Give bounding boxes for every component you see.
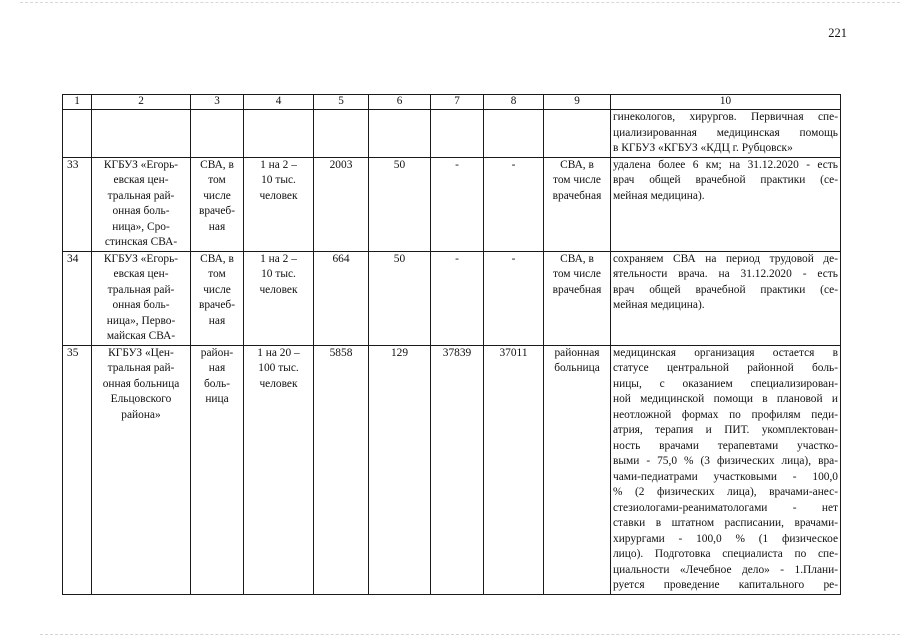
type-line: ная (208, 314, 226, 327)
status-line: врачебная (552, 189, 602, 202)
status-cell (544, 157, 611, 251)
status-line: СВА, в (560, 252, 594, 265)
category-cell (244, 345, 314, 594)
type-line: ница (205, 393, 229, 405)
org-line: ница», Сро- (112, 220, 170, 233)
table-cell (244, 110, 314, 158)
table-cell: - (431, 157, 484, 251)
type-line: том (208, 174, 226, 186)
org-line: евская цен- (113, 268, 169, 280)
org-line: КГБУЗ «Егорь- (103, 252, 179, 265)
type-line: ная (208, 220, 226, 233)
table-cell (431, 110, 484, 158)
notes-line: циализированная медицинская помощь (613, 126, 838, 139)
notes-line: медицинская организация остается в (613, 346, 838, 359)
table-cell: 50 (369, 251, 431, 345)
type-line: район- (200, 346, 234, 359)
notes-line: врач общей врачебной практики (се- (613, 174, 838, 186)
org-line: онная больница (102, 377, 180, 390)
category-line: 100 тыс. (258, 362, 299, 374)
category-line: человек (259, 377, 298, 390)
org-line: района» (121, 408, 161, 421)
type-line: числе (203, 189, 231, 202)
table-row (63, 251, 841, 345)
status-line: СВА, в (560, 158, 594, 171)
header-row (63, 95, 841, 110)
org-line: тральная рай- (107, 283, 175, 296)
notes-line: в КГБУЗ «КГБУЗ «КДЦ г. Рубцовск» (613, 142, 793, 154)
header-cell: 9 (544, 95, 611, 110)
category-line: человек (259, 283, 298, 296)
notes-line: врач общей врачебной практики (се- (613, 283, 838, 296)
scan-edge-top (20, 2, 900, 3)
organization-cell (92, 157, 191, 251)
org-line: КГБУЗ «Цен- (108, 346, 174, 359)
category-line: человек (259, 189, 298, 202)
org-line: стинская СВА- (104, 236, 178, 248)
notes-line: хирургами - 100,0 % (1 физическое (613, 532, 838, 545)
notes-line: выми - 75,0 % (3 физических лица), вра- (613, 455, 838, 467)
org-line: тральная рай- (107, 189, 175, 202)
type-line: врачеб- (198, 299, 236, 311)
table-cell (92, 110, 191, 158)
org-line: онная боль- (112, 299, 170, 311)
table-row-continuation (63, 110, 841, 158)
notes-line: ность врачами терапевтами участко- (613, 439, 838, 452)
header-cell: 2 (92, 95, 191, 110)
notes-line: циальности «Лечебное дело» - 1.Плани- (613, 563, 838, 576)
org-line: онная боль- (112, 205, 170, 217)
row-number: 34 (63, 251, 92, 345)
table-cell: - (484, 251, 544, 345)
status-line: том числе (553, 174, 601, 186)
notes-line: гинекологов, хирургов. Первичная спе- (613, 111, 838, 123)
header-cell: 5 (314, 95, 369, 110)
category-cell (244, 251, 314, 345)
table-cell (63, 110, 92, 158)
category-line: 10 тыс. (261, 268, 296, 280)
organization-cell (92, 251, 191, 345)
row-number: 35 (63, 345, 92, 594)
type-line: том (208, 268, 226, 280)
table-cell (369, 110, 431, 158)
notes-line: сохраняем СВА на период трудовой де- (613, 252, 838, 265)
org-line: Ельцовского (110, 393, 172, 405)
type-line: СВА, в (200, 252, 234, 265)
notes-cell (611, 157, 841, 251)
header-cell: 1 (63, 95, 92, 110)
header-cell: 7 (431, 95, 484, 110)
table-cell: 129 (369, 345, 431, 594)
type-line: ная (208, 362, 226, 374)
notes-cell (611, 110, 841, 158)
table-cell (314, 110, 369, 158)
table-row (63, 345, 841, 594)
org-line: майская СВА- (106, 330, 176, 342)
notes-line: статусе центральной районной боль- (613, 362, 838, 374)
table-cell (544, 110, 611, 158)
type-cell (191, 251, 244, 345)
notes-line: неотложной формах по профилям педи- (613, 408, 838, 421)
header-cell: 8 (484, 95, 544, 110)
table-cell: 50 (369, 157, 431, 251)
table-cell (484, 110, 544, 158)
row-number: 33 (63, 157, 92, 251)
header-cell: 10 (611, 95, 841, 110)
category-cell (244, 157, 314, 251)
notes-line: стезиологами-реаниматологами - нет (613, 501, 838, 514)
category-line: 1 на 2 – (260, 252, 297, 265)
org-line: тральная рай- (107, 362, 175, 374)
notes-line: лицо). Подготовка специалиста по спе- (613, 548, 838, 560)
notes-line: ной медицинской помощи в плановой и (613, 393, 838, 405)
notes-cell (611, 251, 841, 345)
status-line: врачебная (552, 283, 602, 296)
header-cell: 4 (244, 95, 314, 110)
notes-line: ставки в штатном расписании, врачами- (613, 517, 838, 529)
notes-line: чами-педиатрами участковыми - 100,0 (613, 470, 838, 483)
notes-cell (611, 345, 841, 594)
type-cell (191, 345, 244, 594)
status-line: районная (554, 346, 600, 359)
page-number: 221 (828, 26, 847, 40)
type-line: врачеб- (198, 205, 236, 217)
category-line: 1 на 2 – (260, 158, 297, 171)
notes-line: ятельности врача. на 31.12.2020 - есть (613, 268, 838, 280)
table-cell: - (431, 251, 484, 345)
table-cell: 37839 (431, 345, 484, 594)
table-cell: 664 (314, 251, 369, 345)
category-line: 10 тыс. (261, 174, 296, 186)
notes-line: % (2 физических лица), врачами-анес- (613, 486, 838, 498)
status-line: больница (554, 362, 600, 374)
status-cell (544, 345, 611, 594)
table-cell: 2003 (314, 157, 369, 251)
table-row (63, 157, 841, 251)
scan-edge-bottom (40, 634, 900, 635)
notes-line: руется проведение капитального ре- (613, 579, 838, 591)
org-line: КГБУЗ «Егорь- (103, 158, 179, 171)
notes-line: мейная медицина). (613, 189, 705, 202)
table-cell: 5858 (314, 345, 369, 594)
type-line: СВА, в (200, 158, 234, 171)
notes-line: ницы, с оказанием специализирован- (613, 377, 838, 390)
notes-line: удалена более 6 км; на 31.12.2020 - есть (613, 158, 838, 171)
table-cell (191, 110, 244, 158)
table-cell: - (484, 157, 544, 251)
header-cell: 3 (191, 95, 244, 110)
notes-line: мейная медицина). (613, 299, 705, 311)
organization-cell (92, 345, 191, 594)
type-cell (191, 157, 244, 251)
org-line: евская цен- (113, 174, 169, 186)
table-cell: 37011 (484, 345, 544, 594)
data-table (62, 94, 841, 595)
notes-line: атрия, терапия и ПИТ. укомплектован- (613, 424, 838, 436)
status-line: том числе (553, 268, 601, 280)
header-cell: 6 (369, 95, 431, 110)
status-cell (544, 251, 611, 345)
category-line: 1 на 20 – (257, 346, 300, 359)
type-line: боль- (203, 377, 230, 390)
org-line: ница», Перво- (106, 314, 176, 327)
type-line: числе (203, 283, 231, 296)
